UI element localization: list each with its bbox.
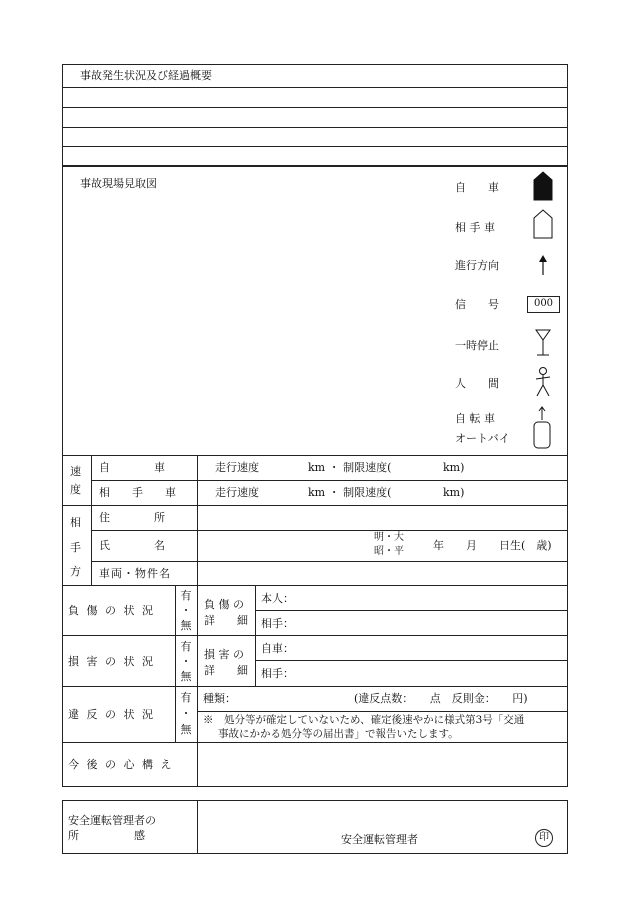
violation-no[interactable]: 無 xyxy=(180,723,192,736)
injury-detail-label-1: 負 傷 の xyxy=(204,598,244,611)
speed-other-label: 相 手 車 xyxy=(99,486,176,499)
violation-dot: ・ xyxy=(180,707,192,720)
row-divider xyxy=(62,635,568,636)
seal-icon: 印 xyxy=(535,829,553,847)
injury-dot: ・ xyxy=(180,604,192,617)
violation-type-label: 種類： xyxy=(203,692,236,705)
manager-label-1: 安全運転管理者の xyxy=(68,814,156,827)
party-era-2: 昭・平 xyxy=(374,546,404,557)
row-divider xyxy=(62,742,568,743)
legend-label-person: 人 間 xyxy=(455,377,499,390)
party-header-2: 手 xyxy=(70,541,81,554)
arrow-up-icon xyxy=(536,254,550,276)
party-name-label: 氏 名 xyxy=(99,539,165,552)
manager-comment-field[interactable] xyxy=(199,802,566,828)
signal-icon: 000 xyxy=(527,296,560,313)
speed-own-running-label: 走行速度 xyxy=(215,461,259,474)
row-divider xyxy=(255,660,568,661)
injury-label: 負 傷 の 状 況 xyxy=(68,604,155,617)
party-address-label: 住 所 xyxy=(99,511,165,524)
injury-other-label: 相手： xyxy=(261,617,294,630)
legend-label-direction: 進行方向 xyxy=(455,259,499,272)
car-filled-icon xyxy=(532,170,554,202)
legend-label-signal: 信 号 xyxy=(455,298,499,311)
row-divider xyxy=(62,585,568,586)
col-divider xyxy=(255,585,256,686)
speed-header-2: 度 xyxy=(70,483,81,496)
row-divider xyxy=(91,480,568,481)
row-divider xyxy=(91,530,568,531)
col-divider xyxy=(91,455,92,585)
violation-note-1: ※ 処分等が確定していないため、確定後速やかに様式第3号「交通 xyxy=(203,714,525,726)
col-divider xyxy=(197,455,198,787)
violation-label: 違 反 の 状 況 xyxy=(68,708,155,721)
injury-detail-label-2: 詳 細 xyxy=(204,614,248,627)
party-address-field[interactable] xyxy=(199,507,566,529)
col-divider xyxy=(197,800,198,854)
overview-line xyxy=(62,87,568,88)
injury-no[interactable]: 無 xyxy=(180,619,192,632)
row-divider xyxy=(62,686,568,687)
person-icon xyxy=(533,366,553,398)
overview-line xyxy=(62,107,568,108)
injury-yes[interactable]: 有 xyxy=(180,589,192,602)
violation-points: (違反点数： 点 反則金： 円) xyxy=(354,692,528,705)
damage-no[interactable]: 無 xyxy=(180,670,192,683)
party-dob: 年 月 日生( 歳) xyxy=(433,539,552,552)
damage-detail-label-2: 詳 細 xyxy=(204,664,248,677)
row-divider xyxy=(62,455,568,456)
overview-title: 事故発生状況及び経過概要 xyxy=(80,69,212,82)
future-label: 今 後 の 心 構 え xyxy=(68,758,174,771)
legend-label-motorbike: オートバイ xyxy=(455,432,510,445)
injury-self-label: 本人： xyxy=(261,592,294,605)
party-header-1: 相 xyxy=(70,516,81,529)
row-divider xyxy=(62,505,568,506)
damage-dot: ・ xyxy=(180,655,192,668)
damage-label: 損 害 の 状 況 xyxy=(68,655,155,668)
speed-header-1: 速 xyxy=(70,465,81,478)
stop-sign-icon xyxy=(534,328,552,358)
damage-self-label: 自車： xyxy=(261,642,294,655)
damage-yes[interactable]: 有 xyxy=(180,640,192,653)
legend-label-own-car: 自 車 xyxy=(455,181,499,194)
violation-yes[interactable]: 有 xyxy=(180,691,192,704)
future-field[interactable] xyxy=(199,744,566,785)
car-outline-icon xyxy=(532,208,554,240)
damage-detail-label-1: 損 害 の xyxy=(204,648,244,661)
speed-own-limit-label: km ・ 制限速度( xyxy=(308,461,392,474)
manager-label-2: 所 感 xyxy=(68,829,145,842)
party-name-field[interactable] xyxy=(199,532,369,560)
party-vehicle-field[interactable] xyxy=(199,563,566,584)
speed-own-label: 自 車 xyxy=(99,461,165,474)
speed-own-unit: km) xyxy=(443,461,465,474)
violation-note-2: 事故にかかる処分等の届出書」で報告いたします。 xyxy=(218,728,459,740)
speed-other-limit-label: km ・ 制限速度( xyxy=(308,486,392,499)
legend-label-stop: 一時停止 xyxy=(455,339,499,352)
legend-label-other-car: 相 手 車 xyxy=(455,221,495,234)
diagram-drawing-area[interactable] xyxy=(64,195,444,453)
legend-label-bicycle: 自 転 車 xyxy=(455,412,495,425)
speed-other-unit: km) xyxy=(443,486,465,499)
overview-line xyxy=(62,146,568,147)
diagram-title: 事故現場見取図 xyxy=(80,177,157,190)
row-divider xyxy=(255,610,568,611)
col-divider xyxy=(175,585,176,742)
row-divider xyxy=(197,711,568,712)
party-era-1: 明・大 xyxy=(374,532,404,543)
manager-sign-label: 安全運転管理者 xyxy=(341,833,418,846)
overview-line xyxy=(62,127,568,128)
bicycle-icon xyxy=(531,406,553,450)
party-vehicle-label: 車両・物件名 xyxy=(99,567,171,580)
row-divider xyxy=(91,561,568,562)
speed-other-running-label: 走行速度 xyxy=(215,486,259,499)
party-header-3: 方 xyxy=(70,565,81,578)
damage-other-label: 相手： xyxy=(261,667,294,680)
